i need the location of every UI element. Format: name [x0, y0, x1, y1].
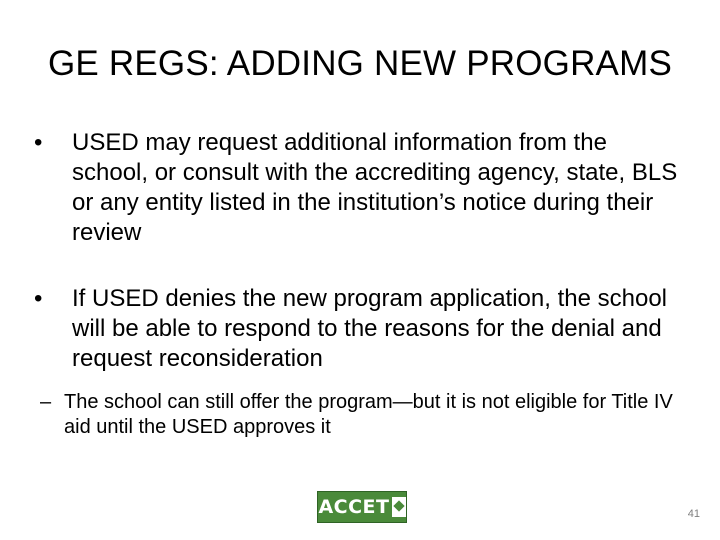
sub-bullet-item: – The school can still offer the program—but it is not eligible for Title IV aid until the USED approves it — [30, 390, 684, 440]
diamond-icon — [392, 497, 406, 517]
slide-title: GE REGS: ADDING NEW PROGRAMS — [47, 44, 672, 83]
page-number: 41 — [687, 508, 700, 520]
bullet-item: • If USED denies the new program application, the school will be able to respond to the reasons for the denial and request reconsideration — [34, 284, 684, 374]
logo-text: ACCET — [318, 495, 390, 518]
slide-content — [34, 128, 684, 440]
accet-logo — [317, 491, 407, 523]
sub-bullet-list — [30, 390, 684, 440]
bullet-item: • USED may request additional information from the school, or consult with the accrediting agency, state, BLS or any entity listed in the institution’s notice during their review — [34, 128, 684, 248]
bullet-group — [34, 284, 684, 440]
